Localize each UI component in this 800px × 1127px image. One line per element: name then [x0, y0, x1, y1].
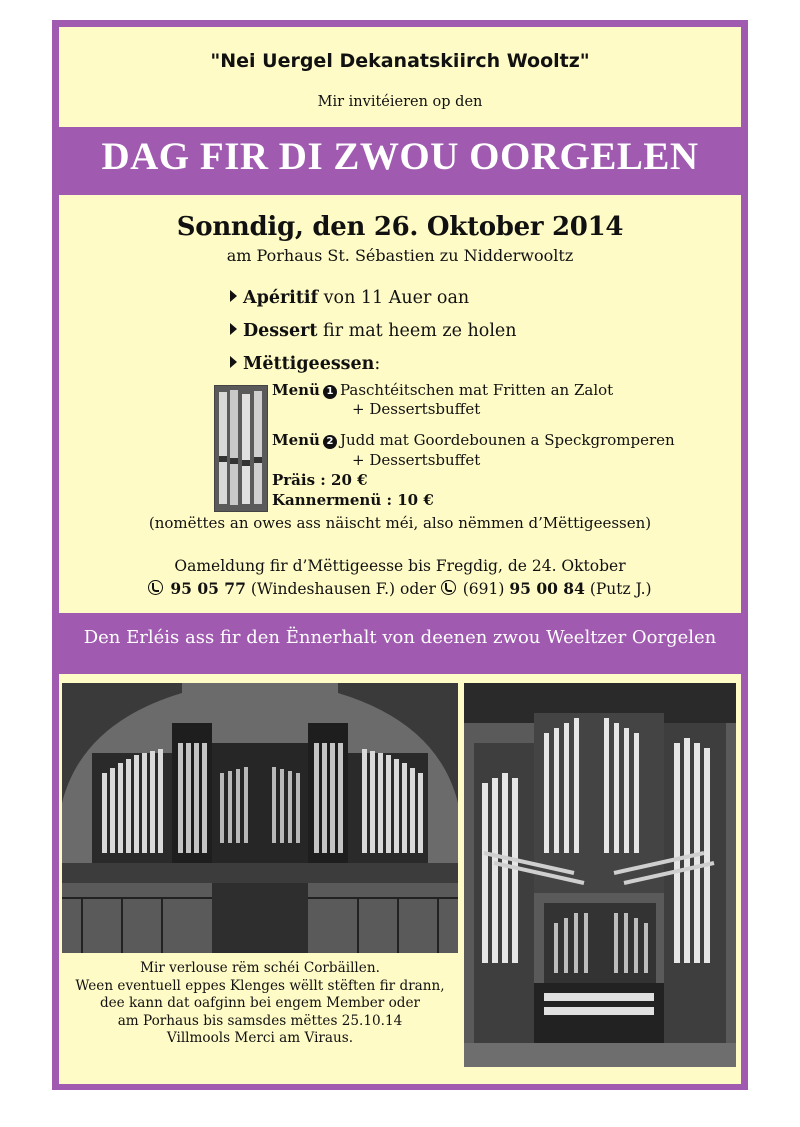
old-organ-photo — [62, 683, 458, 953]
triangle-bullet-icon — [230, 323, 237, 335]
contact-name-2: (Putz J.) — [589, 580, 652, 598]
proceeds-line: Den Erléis ass fir den Ënnerhalt von deenen zwou Weeltzer Oorgelen — [83, 627, 717, 648]
new-organ-photo — [464, 683, 736, 1067]
event-location: am Porhaus St. Sébastien zu Nidderwooltz — [226, 246, 574, 265]
bullet-aperitif: Apéritif von 11 Auer oan — [230, 288, 469, 308]
menu-1: Menü 1 Paschtéitschen mat Fritten an Zalot — [272, 381, 614, 399]
event-panel — [59, 195, 741, 613]
organ-pipes-image — [214, 385, 268, 512]
event-date: Sonndig, den 26. Oktober 2014 — [176, 212, 624, 242]
registration-line: Oameldung fir d’Mëttigeesse bis Fregdig, de 24. Oktober — [174, 557, 626, 575]
phone-number-2: 95 00 84 — [509, 579, 585, 598]
phone-icon — [441, 580, 456, 595]
header-panel — [59, 27, 741, 127]
price: Präis : 20 € — [272, 471, 368, 489]
number-circle-icon: 1 — [323, 385, 337, 399]
bullet-dessert: Dessert fir mat heem ze holen — [230, 321, 517, 341]
invite-line: Mir invitéieren op den — [317, 94, 483, 110]
raffle-line: Villmools Merci am Viraus. — [166, 1030, 354, 1046]
triangle-bullet-icon — [230, 290, 237, 302]
phone-icon — [148, 580, 163, 595]
menu-1-dessert: + Dessertsbuffet — [352, 400, 481, 418]
triangle-bullet-icon — [230, 356, 237, 368]
association-name: "Nei Uergel Dekanatskiirch Wooltz" — [210, 50, 590, 72]
raffle-text — [62, 960, 458, 1048]
raffle-line: am Porhaus bis samsdes mëttes 25.10.14 — [117, 1012, 403, 1029]
contact-line: 95 05 77 (Windeshausen F.) oder (691) 95 00 84 (Putz J.) — [59, 579, 741, 598]
kids-price: Kannermenü : 10 € — [272, 491, 434, 509]
raffle-line: dee kann dat oafginn bei engem Member oder — [99, 995, 421, 1011]
phone-number-1: 95 05 77 — [170, 579, 246, 598]
bullet-lunch: Mëttigeessen: — [230, 354, 380, 374]
menu-2-dessert: + Dessertsbuffet — [352, 451, 481, 469]
page-title: DAG FIR DI ZWOU OORGELEN — [101, 135, 699, 178]
lunch-note: (nomëttes an owes ass näischt méi, also nëmmen d’Mëttigeessen) — [148, 514, 652, 532]
raffle-line: Mir verlouse rëm schéi Corbäillen. — [140, 960, 380, 976]
contact-name-1: (Windeshausen F.) — [250, 580, 396, 598]
menu-2: Menü 2 Judd mat Goordebounen a Speckgromperen — [272, 431, 675, 449]
raffle-line: Ween eventuell eppes Klenges wëllt stëften fir drann, — [75, 977, 445, 994]
number-circle-icon: 2 — [323, 435, 337, 449]
